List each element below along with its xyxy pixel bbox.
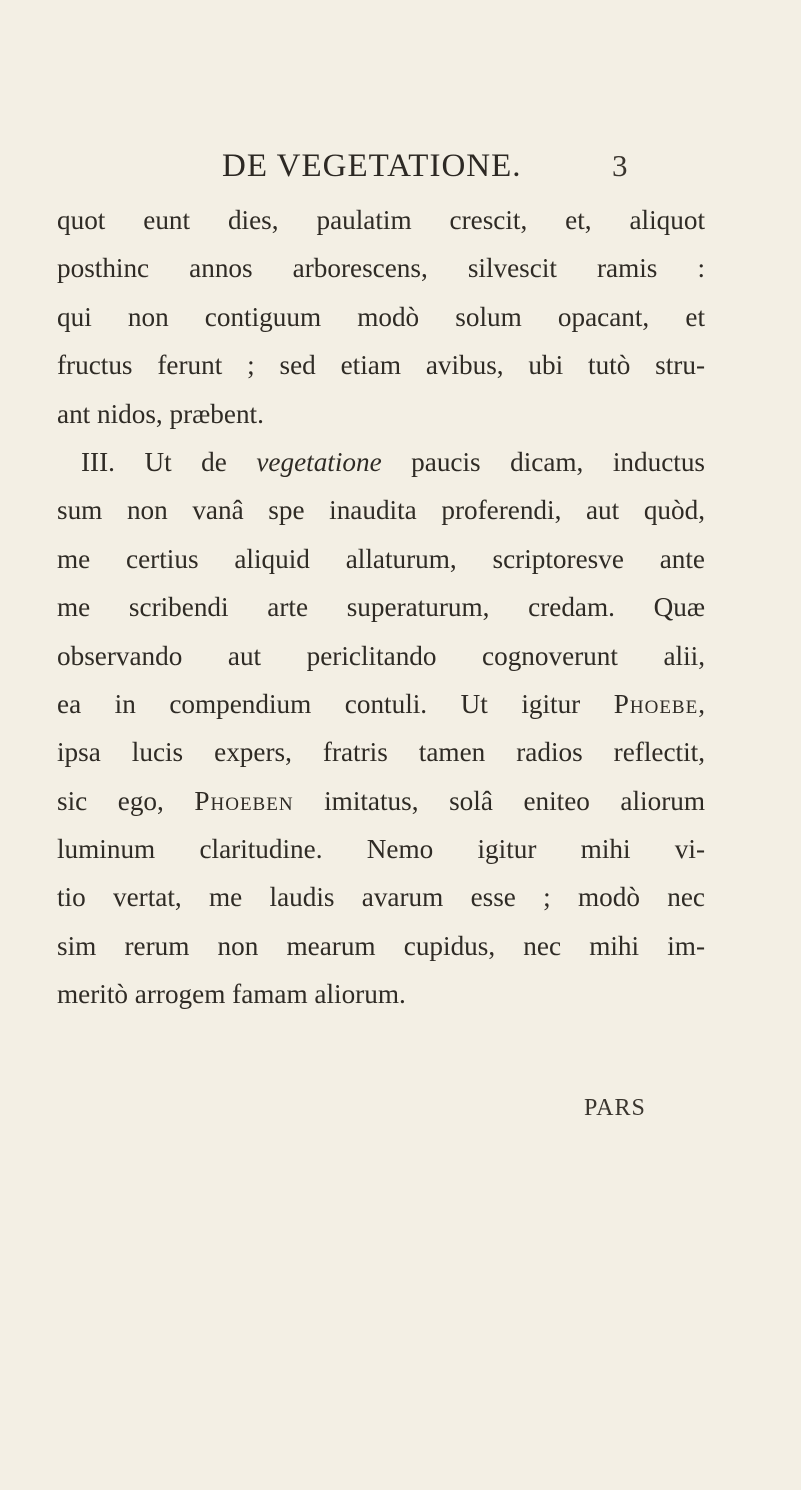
running-head: DE VEGETATIONE. bbox=[222, 148, 522, 184]
text-line: sic ego, Phoeben imitatus, solâ eniteo aliorum bbox=[57, 785, 705, 816]
text-line: ant nidos, præbent. bbox=[57, 398, 264, 429]
text-line: me scribendi arte superaturum, credam. Quæ bbox=[57, 592, 705, 623]
text-line: me certius aliquid allaturum, scriptoresve ante bbox=[57, 543, 705, 574]
text-line: sim rerum non mearum cupidus, nec mihi im- bbox=[57, 930, 705, 961]
text-line: tio vertat, me laudis avarum esse ; modò nec bbox=[57, 882, 705, 913]
small-caps-name: Phoeben bbox=[194, 785, 294, 816]
page-number: 3 bbox=[612, 148, 628, 183]
text-line: ea in compendium contuli. Ut igitur Phoebe, bbox=[57, 688, 705, 719]
text-line: fructus ferunt ; sed etiam avibus, ubi tutò stru- bbox=[57, 350, 705, 381]
italic-term: vegetatione bbox=[256, 446, 382, 477]
catchword: PARS bbox=[584, 1095, 646, 1121]
text-line: ipsa lucis expers, fratris tamen radios reflectit, bbox=[57, 737, 705, 768]
text-line: qui non contiguum modò solum opacant, et bbox=[57, 301, 705, 332]
text-line: luminum claritudine. Nemo igitur mihi vi- bbox=[57, 834, 705, 865]
page-header bbox=[0, 148, 801, 188]
text-line: observando aut periclitando cognoverunt alii, bbox=[57, 640, 705, 671]
text-line: meritò arrogem famam aliorum. bbox=[57, 979, 406, 1010]
small-caps-name: Phoebe bbox=[613, 688, 699, 719]
body-text bbox=[57, 196, 705, 1019]
section-heading-line: III. Ut de vegetatione paucis dicam, inductus bbox=[81, 446, 705, 477]
text-line: sum non vanâ spe inaudita proferendi, aut quòd, bbox=[57, 495, 705, 526]
text-line: quot eunt dies, paulatim crescit, et, aliquot bbox=[57, 205, 705, 235]
text-line: posthinc annos arborescens, silvescit ramis : bbox=[57, 253, 705, 284]
